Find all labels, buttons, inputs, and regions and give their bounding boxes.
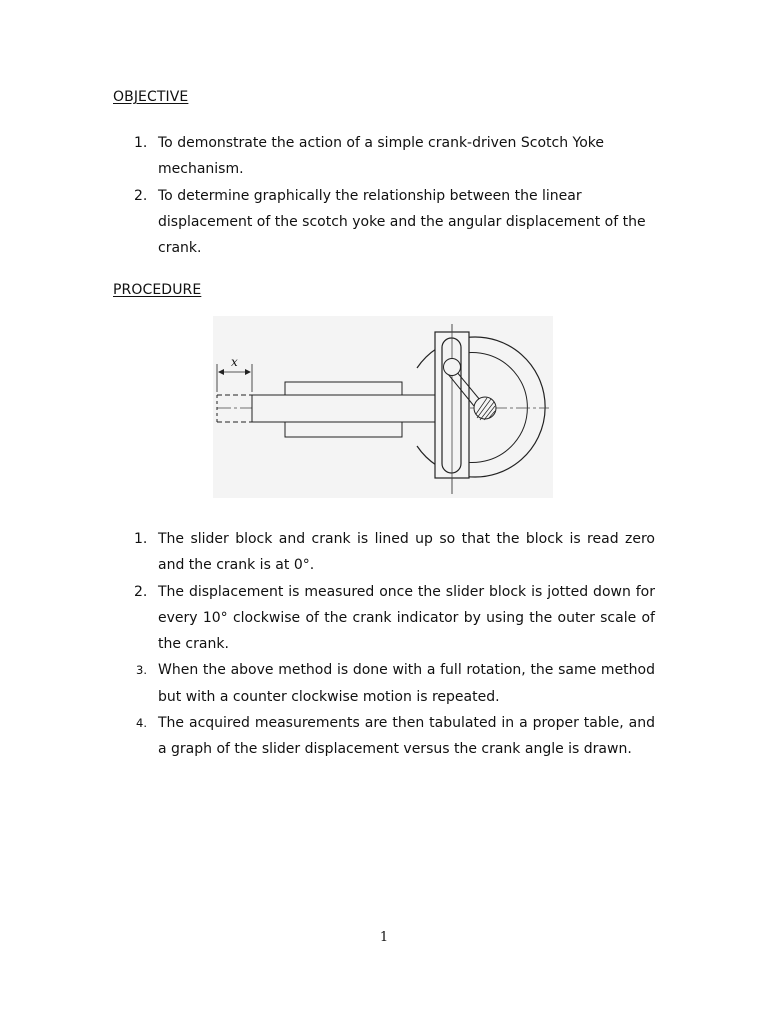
list-item-text: The acquired measurements are then tabulated in a proper table, and a graph of the slider displacement versus the crank angle is drawn. <box>158 715 655 758</box>
scotch-yoke-diagram <box>213 316 553 498</box>
objective-list <box>113 130 655 261</box>
list-item <box>113 657 655 710</box>
list-item <box>113 579 655 658</box>
procedure-list <box>113 526 655 763</box>
list-item-text: To determine graphically the relationship between the linear displacement of the scotch yoke and the angular displacement of the crank. <box>158 187 646 257</box>
dimension-label: x <box>231 355 238 369</box>
list-item <box>113 130 655 183</box>
list-item-number: 1. <box>134 531 148 547</box>
list-item-text: When the above method is done with a full rotation, the same method but with a counter clockwise motion is repeated. <box>158 662 655 705</box>
list-item <box>113 710 655 763</box>
objective-heading: OBJECTIVE <box>113 89 189 105</box>
list-item-number: 3. <box>136 663 147 678</box>
scotch-yoke-drawing <box>213 316 553 498</box>
list-item-number: 4. <box>136 716 147 731</box>
list-item <box>113 526 655 579</box>
list-item-text: The slider block and crank is lined up so that the block is read zero and the crank is at 0°. <box>158 531 655 574</box>
list-item-text: To demonstrate the action of a simple crank-driven Scotch Yoke mechanism. <box>158 135 604 178</box>
crank-pin <box>444 359 461 376</box>
procedure-heading: PROCEDURE <box>113 282 202 298</box>
list-item <box>113 183 655 262</box>
list-item-number: 2. <box>134 187 148 204</box>
list-item-number: 1. <box>134 135 148 151</box>
list-item-number: 2. <box>134 583 148 600</box>
page-number: 1 <box>379 930 389 945</box>
list-item-text: The displacement is measured once the slider block is jotted down for every 10° clockwise of the crank indicator by using the outer scale of the crank. <box>158 583 655 653</box>
slider-rod <box>252 395 435 422</box>
